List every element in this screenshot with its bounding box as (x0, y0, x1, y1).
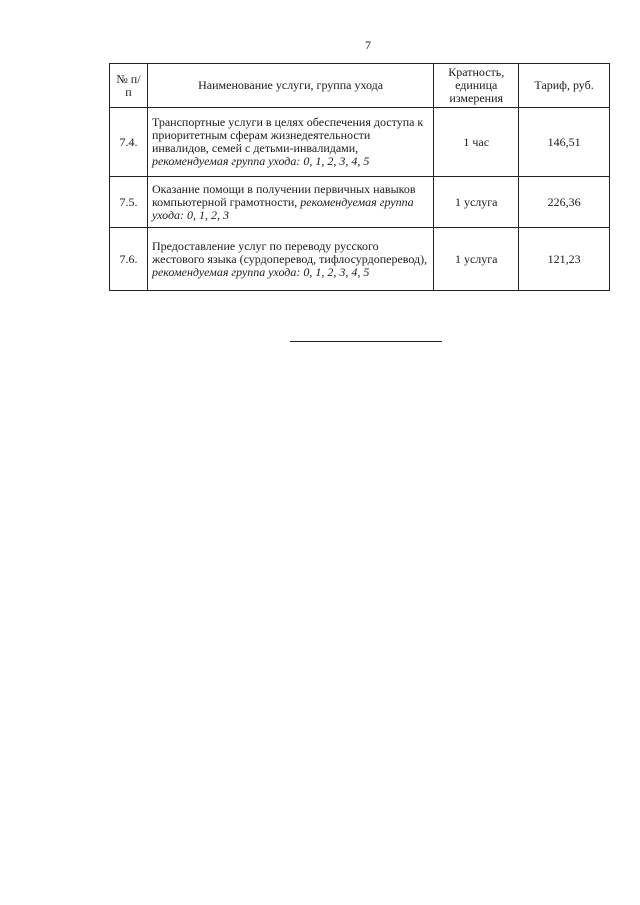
header-tariff: Тариф, руб. (519, 64, 610, 108)
service-name-text: Транспортные услуги в целях обеспечения доступа к приоритетным сферам жизнедеятельности инвалидов, семей с детьми-инвалидами, (151, 115, 424, 155)
row-num: 7.5. (110, 177, 148, 228)
row-num: 7.4. (110, 108, 148, 177)
service-name-text: Оказание помощи в получении первичных навыков компьютерной грамотности, (151, 181, 416, 209)
service-name-text: Предоставление услуг по переводу русского жестового языка (сурдоперевод, тифлосурдоперевод), (151, 238, 428, 266)
care-group-text: рекомендуемая группа ухода: 0, 1, 2, 3 (151, 194, 414, 222)
row-service-name (147, 177, 433, 228)
header-unit: Кратность, единица измерения (434, 64, 519, 108)
table-row (110, 177, 610, 228)
page-number: 7 (365, 38, 371, 52)
row-unit: 1 услуга (434, 177, 519, 228)
row-service-name (147, 228, 433, 291)
end-of-document-rule (290, 341, 442, 342)
row-tariff: 226,36 (519, 177, 610, 228)
care-group-text: рекомендуемая группа ухода: 0, 1, 2, 3, 4, 5 (151, 264, 370, 279)
header-name: Наименование услуги, группа ухода (147, 64, 433, 108)
row-unit: 1 услуга (434, 228, 519, 291)
header-num: № п/п (110, 64, 148, 108)
row-tariff: 121,23 (519, 228, 610, 291)
row-tariff: 146,51 (519, 108, 610, 177)
table-row (110, 108, 610, 177)
table-row (110, 228, 610, 291)
row-service-name (147, 108, 433, 177)
tariff-table (109, 63, 610, 291)
table-header-row (110, 64, 610, 108)
care-group-text: рекомендуемая группа ухода: 0, 1, 2, 3, 4, 5 (151, 154, 370, 168)
row-unit: 1 час (434, 108, 519, 177)
row-num: 7.6. (110, 228, 148, 291)
